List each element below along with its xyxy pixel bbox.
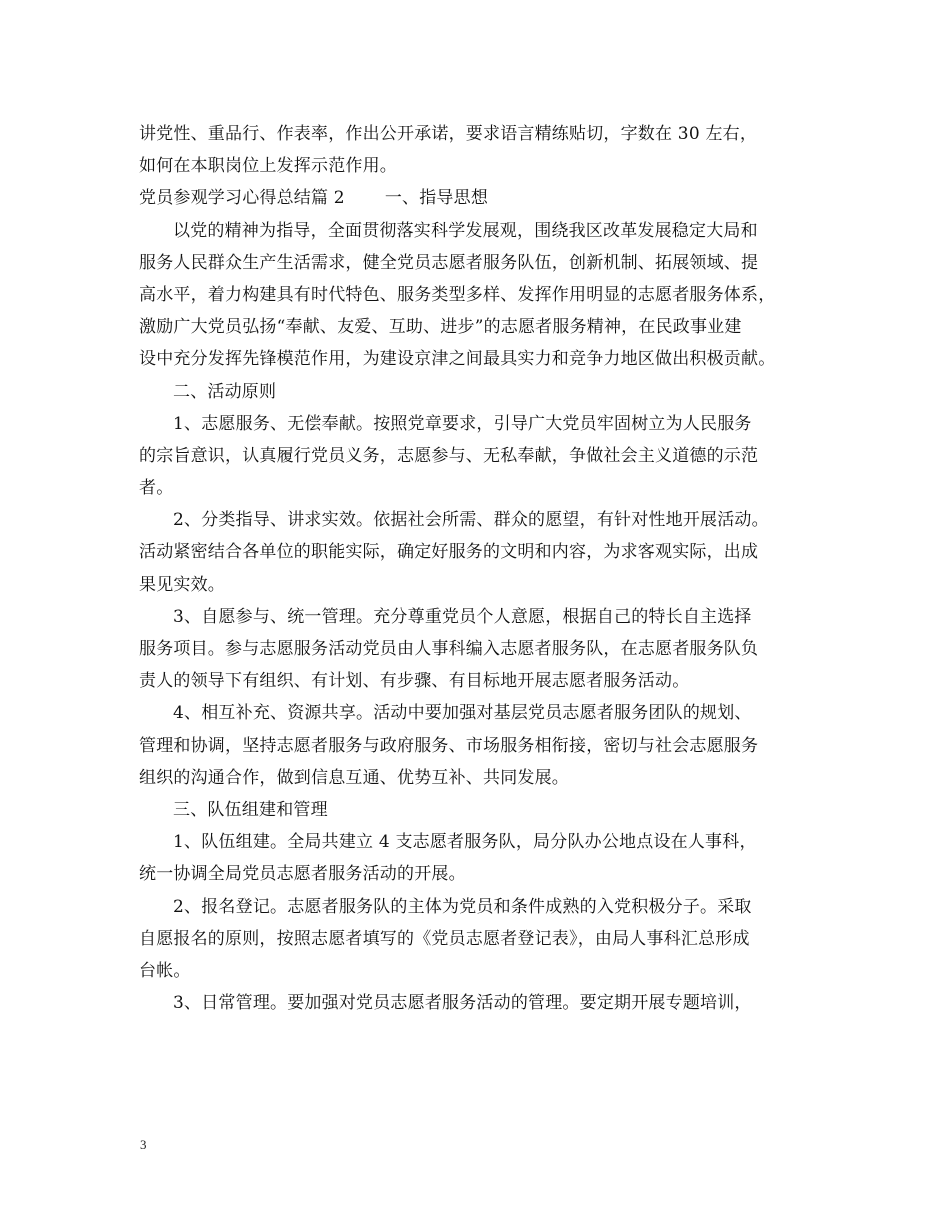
- text-line-content: 1、队伍组建。全局共建立 4 支志愿者服务队，局分队办公地点设在人事科，: [173, 832, 757, 853]
- text-line-content: 组织的沟通合作，做到信息互通、优势互补、共同发展。: [139, 767, 569, 788]
- text-line-content: 责人的领导下有组织、有计划、有步骤、有目标地开展志愿者服务活动。: [139, 671, 690, 692]
- text-line: [139, 376, 819, 408]
- text-line: [139, 665, 819, 697]
- text-line: [139, 762, 819, 794]
- text-line-content: 三、队伍组建和管理: [173, 799, 328, 820]
- text-line-content: 自愿报名的原则，按照志愿者填写的《党员志愿者登记表》，由局人事科汇总形成: [139, 928, 750, 949]
- text-line-content: 高水平，着力构建具有时代特色、服务类型多样、发挥作用明显的志愿者服务体系，: [139, 284, 776, 305]
- text-line: [139, 150, 819, 182]
- text-line: [139, 697, 819, 729]
- text-line-content: 果见实效。: [139, 574, 225, 595]
- page-number: 3: [140, 1137, 147, 1152]
- text-line-content: 服务人民群众生产生活需求，健全党员志愿者服务队伍，创新机制、拓展领域、提: [139, 252, 759, 273]
- text-line: [139, 408, 819, 440]
- text-line-content: 服务项目。参与志愿服务活动党员由人事科编入志愿者服务队，在志愿者服务队负: [139, 639, 759, 659]
- text-line-content: 统一协调全局党员志愿者服务活动的开展。: [139, 864, 466, 885]
- text-line: [139, 440, 819, 472]
- section-heading: 一、指导思想: [384, 188, 489, 209]
- text-line-content: 2、分类指导、讲求实效。依据社会所需、群众的愿望，有针对性地开展活动。: [173, 510, 769, 531]
- text-line: [139, 536, 819, 568]
- text-line: [139, 182, 819, 214]
- text-line-content: 讲党性、重品行、作表率，作出公开承诺，要求语言精练贴切，字数在 30 左右，: [139, 124, 758, 144]
- text-line: [139, 215, 819, 247]
- text-line: [139, 118, 819, 150]
- text-line-content: 如何在本职岗位上发挥示范作用。: [139, 156, 397, 177]
- text-line: [139, 311, 819, 343]
- document-body: [139, 118, 819, 1019]
- text-line: [139, 794, 819, 826]
- text-line-content: 活动紧密结合各单位的职能实际，确定好服务的文明和内容，为求客观实际，出成: [139, 542, 759, 563]
- text-line-content: 3、日常管理。要加强对党员志愿者服务活动的管理。要定期开展专题培训，: [173, 993, 752, 1014]
- text-line: [139, 504, 819, 536]
- text-line-content: 二、活动原则: [173, 381, 277, 402]
- text-line: [139, 343, 819, 375]
- text-line-content: 4、相互补充、资源共享。活动中要加强对基层党员志愿者服务团队的规划、: [173, 703, 752, 724]
- text-line: [139, 891, 819, 923]
- text-line: [139, 279, 819, 311]
- text-line-content: 的宗旨意识，认真履行党员义务，志愿参与、无私奉献，争做社会主义道德的示范: [139, 445, 759, 466]
- text-line-content: 设中充分发挥先锋模范作用，为建设京津之间最具实力和竞争力地区做出积极贡献。: [139, 349, 776, 370]
- text-line: [139, 569, 819, 601]
- text-line: [139, 858, 819, 890]
- text-line: [139, 730, 819, 762]
- text-line-content: 管理和协调，坚持志愿者服务与政府服务、市场服务相衔接，密切与社会志愿服务: [139, 735, 759, 756]
- text-line: [139, 923, 819, 955]
- text-line: [139, 247, 819, 279]
- text-line: [139, 601, 819, 633]
- text-line-content: 以党的精神为指导，全面贯彻落实科学发展观，围绕我区改革发展稳定大局和: [173, 220, 758, 241]
- text-line-content: 2、报名登记。志愿者服务队的主体为党员和条件成熟的入党积极分子。采取: [173, 896, 752, 917]
- text-line: [139, 633, 819, 665]
- text-line-content: 党员参观学习心得总结篇 2: [139, 188, 345, 209]
- text-line-content: 1、志愿服务、无偿奉献。按照党章要求，引导广大党员牢固树立为人民服务: [173, 413, 752, 434]
- text-line: [139, 472, 819, 504]
- text-line-content: 3、自愿参与、统一管理。充分尊重党员个人意愿，根据自己的特长自主选择: [173, 606, 752, 627]
- text-line: [139, 826, 819, 858]
- text-line: [139, 987, 819, 1019]
- text-line-content: 者。: [139, 478, 174, 499]
- text-line-content: 激励广大党员弘扬“奉献、友爱、互助、进步”的志愿者服务精神，在民政事业建: [139, 317, 742, 338]
- text-line: [139, 955, 819, 987]
- text-line-content: 台帐。: [139, 960, 191, 981]
